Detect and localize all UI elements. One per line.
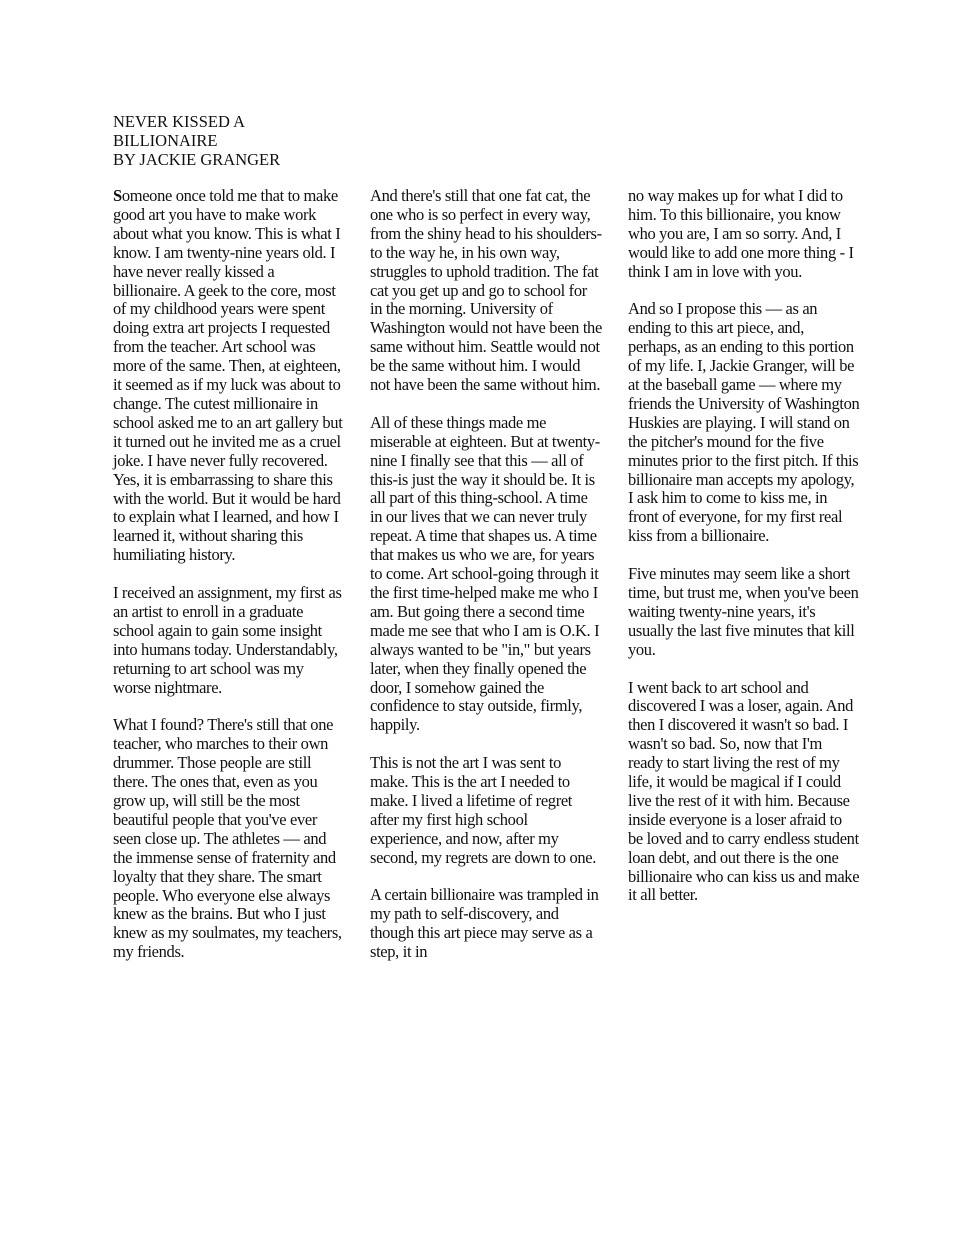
- paragraph-8: And so I propose this — as an ending to this art piece, and, perhaps, as an ending to this portion of my life. I, Jackie Granger, will be at the baseball game — where my friends the University of Washington Huskies are playing. I will stand on the pitcher's mound for the five minutes prior to the first pitch. If this billionaire man accepts my apology, I ask him to come to kiss me, in front of everyone, for my first real kiss from a billionaire.: [628, 299, 860, 546]
- paragraph-7-part-2: no way makes up for what I did to him. To this billionaire, you know who you are, I am so sorry. And, I would like to add one more thing - I think I am in love with you.: [628, 186, 854, 281]
- paragraph-3: What I found? There's still that one teacher, who marches to their own drummer. Those people are still there. The ones that, even as you grow up, will still be the most beautiful people that you've ever seen close up. The athletes — and the immense sense of fraternity and loyalty that they share. The smart people. Who everyone else always knew as the brains. But who I just knew as my soulmates, my teachers, my friends.: [113, 715, 342, 962]
- paragraph-5: All of these things made me miserable at eighteen. But at twenty-nine I finally see that this — all of this-is just the way it should be. It is all part of this thing-school. A time in our lives that we can never truly repeat. A time that shapes us. A time that makes us who we are, for years to come. Art school-going through it the first time-helped make me who I am. But going there a second time made me see that who I am is O.K. I always wanted to be "in," but years later, when they finally opened the door, I somehow gained the confidence to stay outside, firmly, happily.: [370, 412, 600, 735]
- paragraph-6: This is not the art I was sent to make. This is the art I needed to make. I lived a lifetime of regret after my first high school experience, and now, after my second, my regrets are down to one.: [370, 753, 597, 867]
- column-2: [370, 187, 602, 962]
- paragraph-9: Five minutes may seem like a short time, but trust me, when you've been waiting twenty-nine years, it's usually the last five minutes that kill you.: [628, 564, 859, 659]
- column-3: [628, 187, 860, 905]
- paragraph-1-text: omeone once told me that to make good art you have to make work about what you know. This is what I know. I am twenty-nine years old. I have never really kissed a billionaire. A geek to the core, most of my childhood years were spent doing extra art projects I requested from the teacher. Art school was more of the same. Then, at eighteen, it seemed as if my luck was about to change. The cutest millionaire in school asked me to an art gallery but it turned out he invited me as a cruel joke. I have never fully recovered. Yes, it is embarrassing to share this with the world. But it would be hard to explain what I learned, and how I learned it, without sharing this humiliating history.: [113, 186, 343, 565]
- paragraph-4: And there's still that one fat cat, the one who is so perfect in every way, from the shiny head to his shoulders-to the way he, in his own way, struggles to uphold tradition. The fat cat you get up and go to school for in the morning. University of Washington would not have been the same without him. Seattle would not be the same without him. I would not have been the same without him.: [370, 186, 602, 395]
- article-heading: [113, 112, 353, 169]
- first-letter: S: [113, 186, 122, 205]
- title-line-2: BILLIONAIRE: [113, 131, 218, 150]
- column-1: [113, 187, 345, 962]
- title-line-1: NEVER KISSED A: [113, 112, 246, 131]
- paragraph-2: I received an assignment, my first as an artist to enroll in a graduate school again to gain some insight into humans today. Understandably, returning to art school was my worse nightmare.: [113, 583, 342, 697]
- byline: BY JACKIE GRANGER: [113, 150, 281, 169]
- paragraph-1: [113, 187, 345, 565]
- paragraph-10: I went back to art school and discovered I was a loser, again. And then I discovered it wasn't so bad. I wasn't so bad. So, now that I'm ready to start living the rest of my life, it would be magical if I could live the rest of it with him. Because inside everyone is a loser afraid to be loved and to carry endless student loan debt, and out there is the one billionaire who can kiss us and make it all better.: [628, 677, 860, 905]
- paragraph-7-part-1: A certain billionaire was trampled in my path to self-discovery, and though this art piece may serve as a step, it in: [370, 885, 599, 962]
